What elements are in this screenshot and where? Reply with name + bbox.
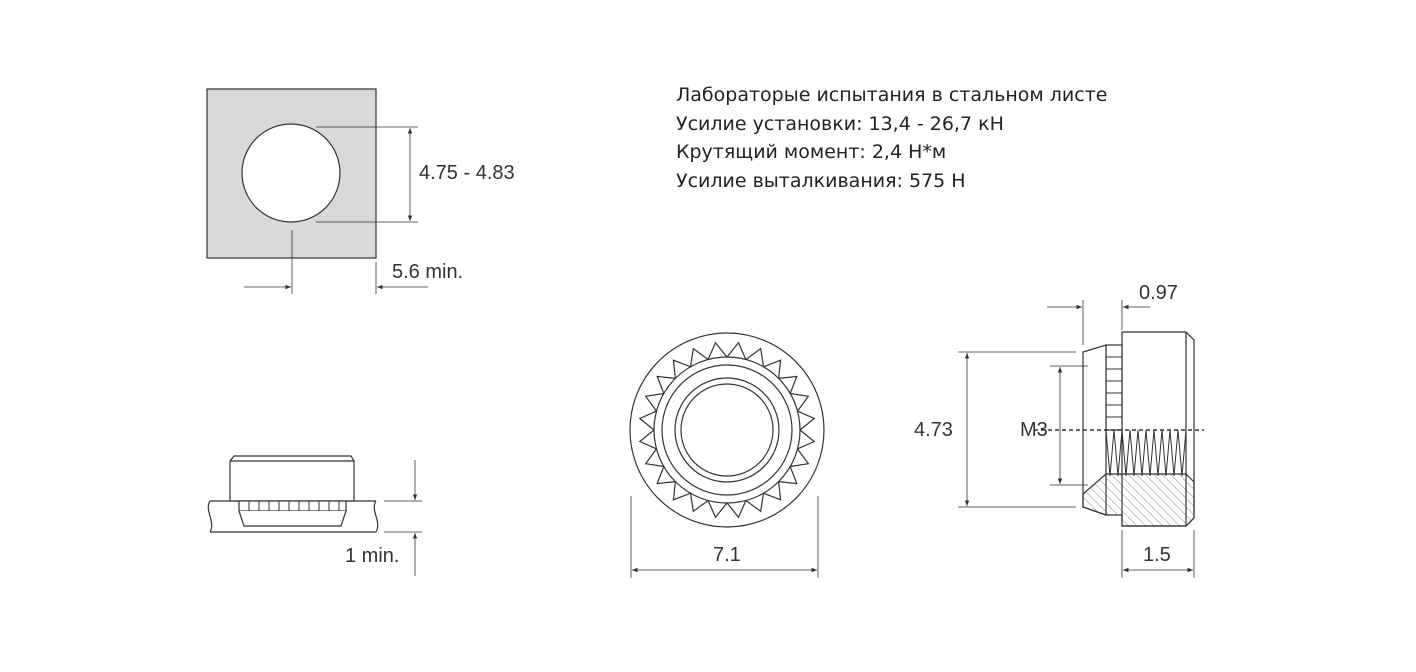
note-lab-tests: Лабораторые испытания в стальном листе [676, 84, 1108, 106]
note-install-force: Усилие установки: 13,4 - 26,7 кН [676, 113, 1004, 135]
nut-head [230, 456, 354, 501]
edge-distance-label: 5.6 min. [392, 261, 464, 283]
nut-section-view [958, 300, 1204, 578]
shank-length-label: 0.97 [1139, 282, 1178, 304]
nut-top-view [630, 333, 824, 578]
sheet-thickness-label: 1 min. [345, 545, 400, 567]
body-length-label: 1.5 [1143, 544, 1171, 566]
hole-diameter-label: 4.75 - 4.83 [419, 162, 515, 184]
note-pushout-force: Усилие выталкивания: 575 Н [676, 170, 966, 192]
height-label: 4.73 [914, 419, 953, 441]
section-hatch [1083, 474, 1194, 526]
outer-diameter-label: 7.1 [713, 544, 741, 566]
note-torque: Крутящий момент: 2,4 Н*м [676, 141, 947, 163]
thread-label: M3 [1020, 419, 1048, 441]
mounting-hole [242, 124, 340, 222]
